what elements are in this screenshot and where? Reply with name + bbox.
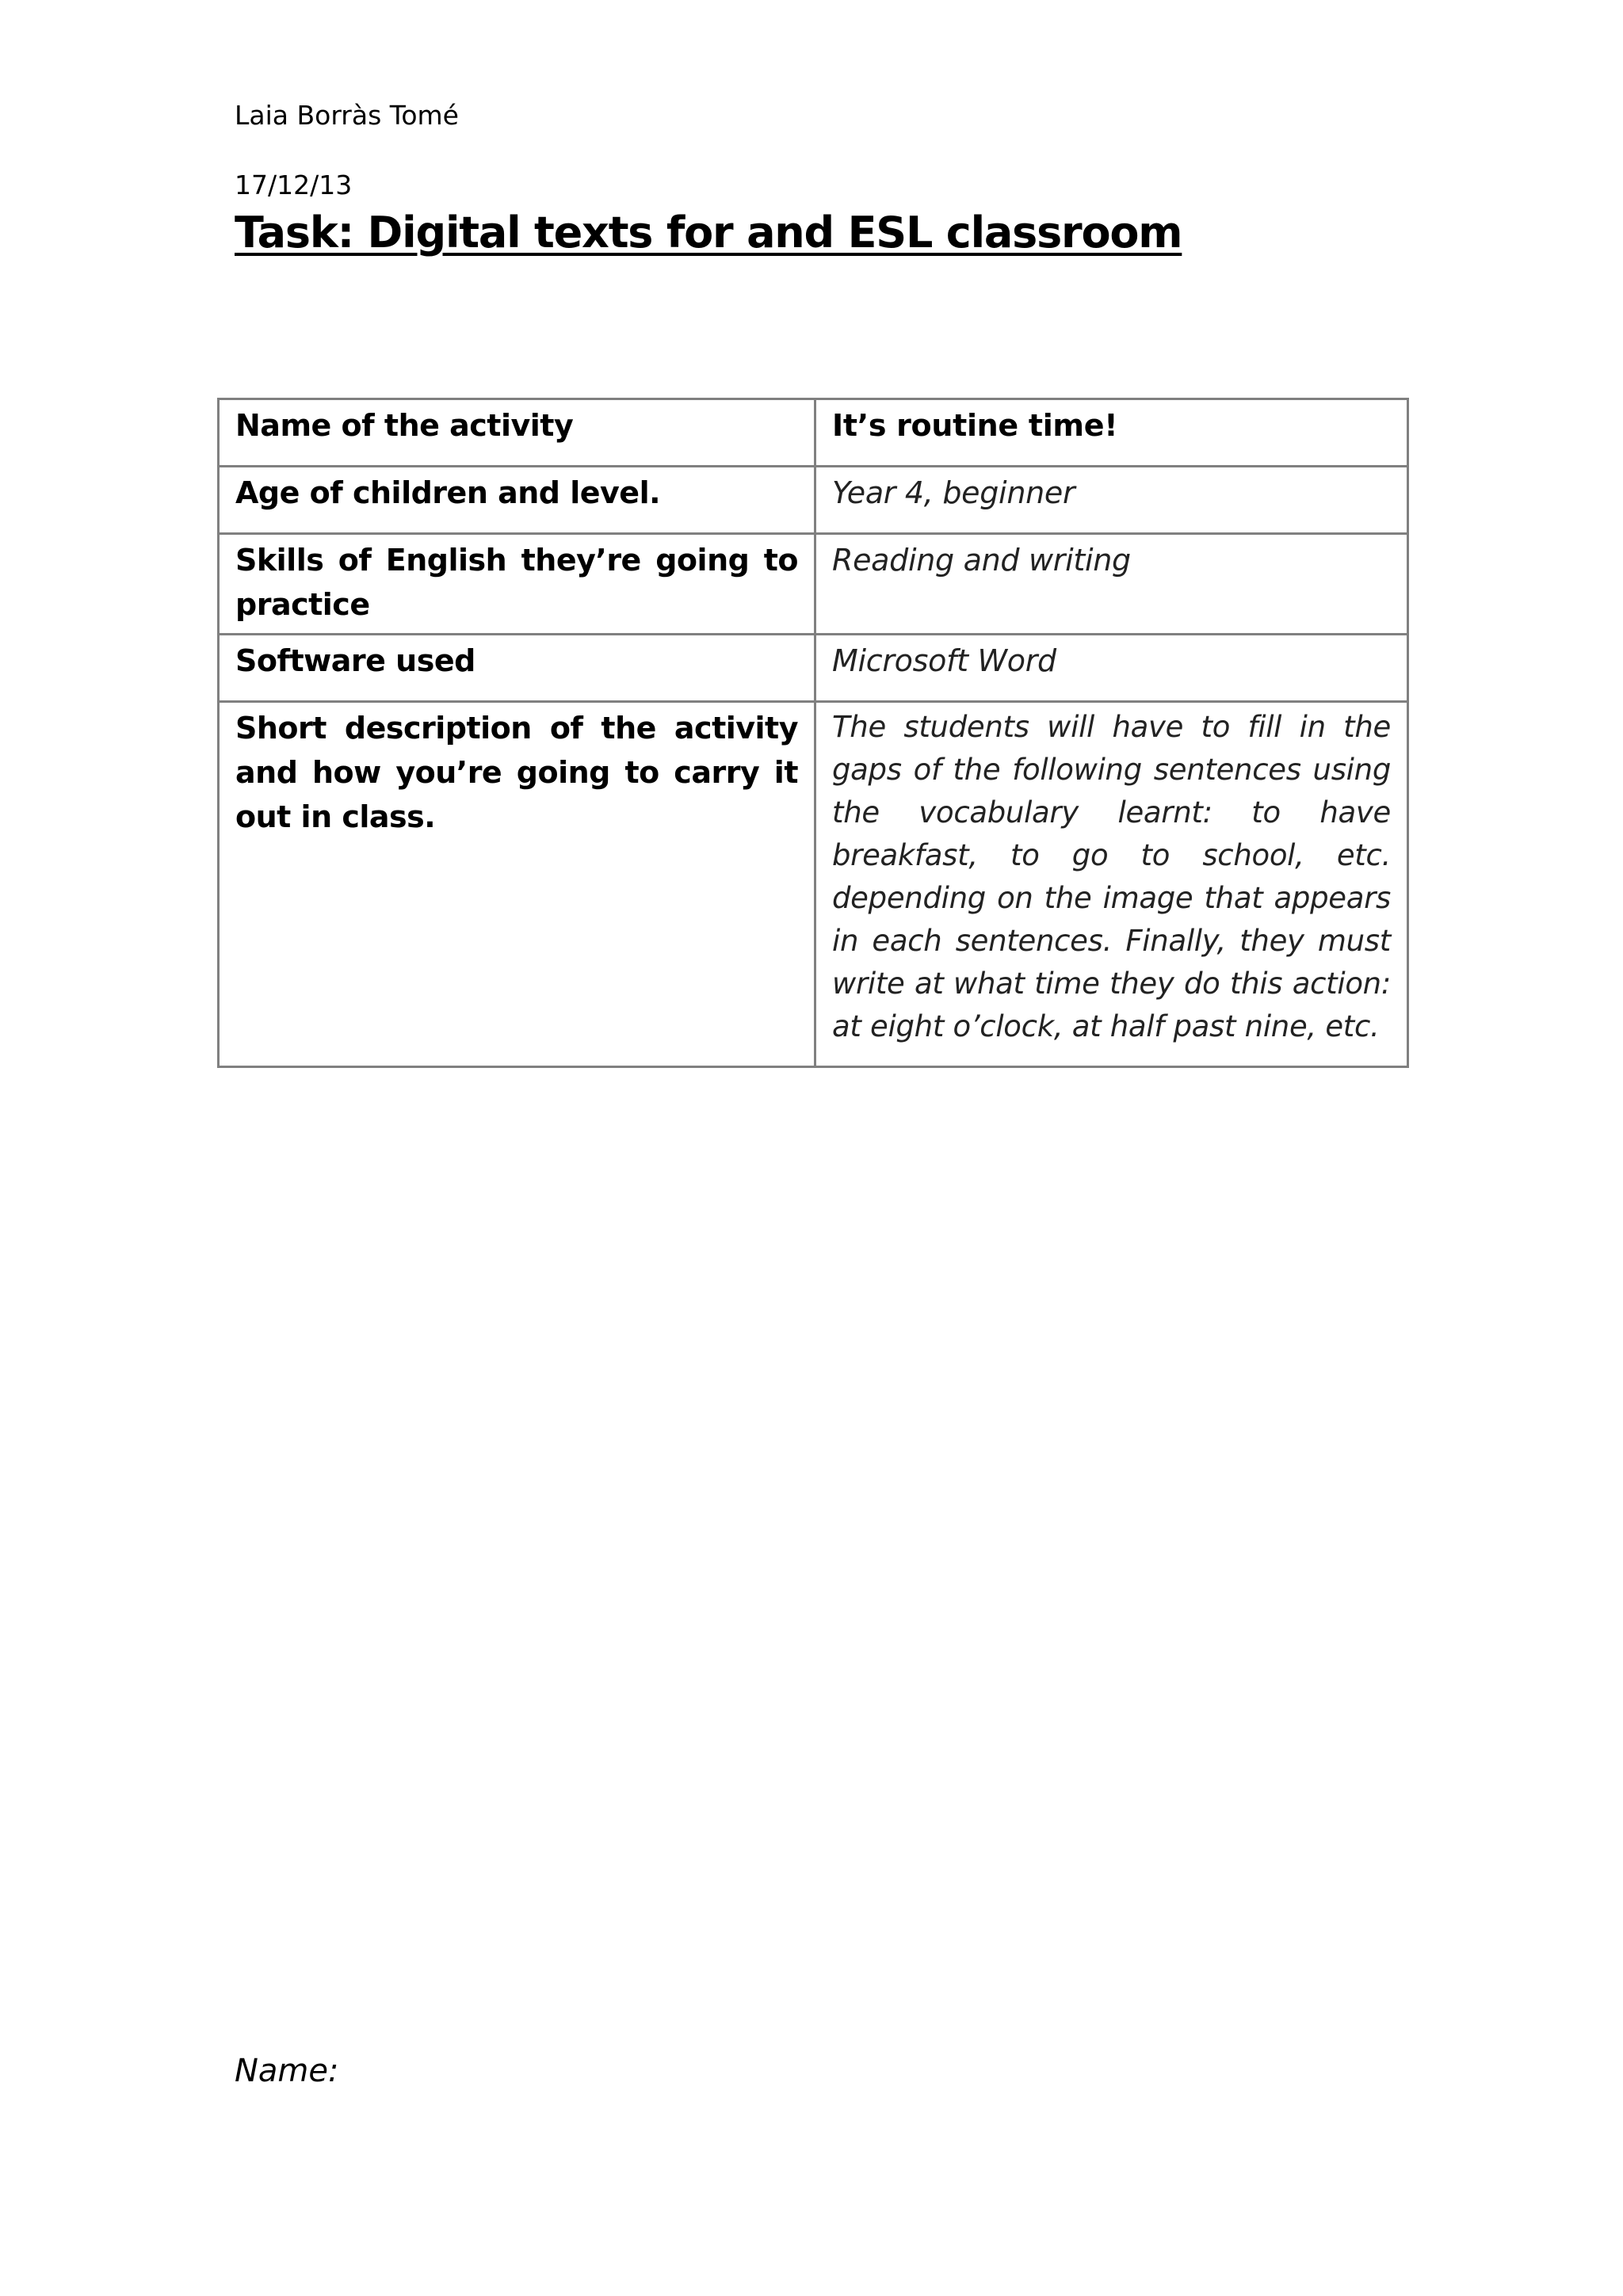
row-label-activity-name: Name of the activity — [219, 399, 815, 467]
table-row — [219, 399, 1408, 467]
row-value-skills: Reading and writing — [815, 534, 1408, 635]
row-value-software: Microsoft Word — [815, 635, 1408, 702]
row-value-activity-name: It’s routine time! — [815, 399, 1408, 467]
row-value-age-level: Year 4, beginner — [815, 467, 1408, 534]
table-row — [219, 702, 1408, 1067]
table-row — [219, 467, 1408, 534]
table-row — [219, 534, 1408, 635]
page-title: Task: Digital texts for and ESL classroom — [235, 208, 1182, 257]
row-label-software: Software used — [219, 635, 815, 702]
name-field-label: Name: — [235, 2053, 339, 2089]
author-name: Laia Borràs Tomé — [235, 100, 459, 131]
row-label-skills: Skills of English they’re going to practice — [219, 534, 815, 635]
row-label-description: Short description of the activity and how you’re going to carry it out in class. — [219, 702, 815, 1067]
activity-table — [217, 398, 1409, 1068]
row-label-age-level: Age of children and level. — [219, 467, 815, 534]
table-row — [219, 635, 1408, 702]
document-date: 17/12/13 — [235, 170, 353, 200]
row-value-description: The students will have to fill in the gaps of the following sentences using the vocabulary learnt: to have breakfast, to go to school, etc. depending on the image that appears in each sentences. Finally, they must write at what time they do this action: at eight o’clock, at half past nine, etc. — [815, 702, 1408, 1067]
